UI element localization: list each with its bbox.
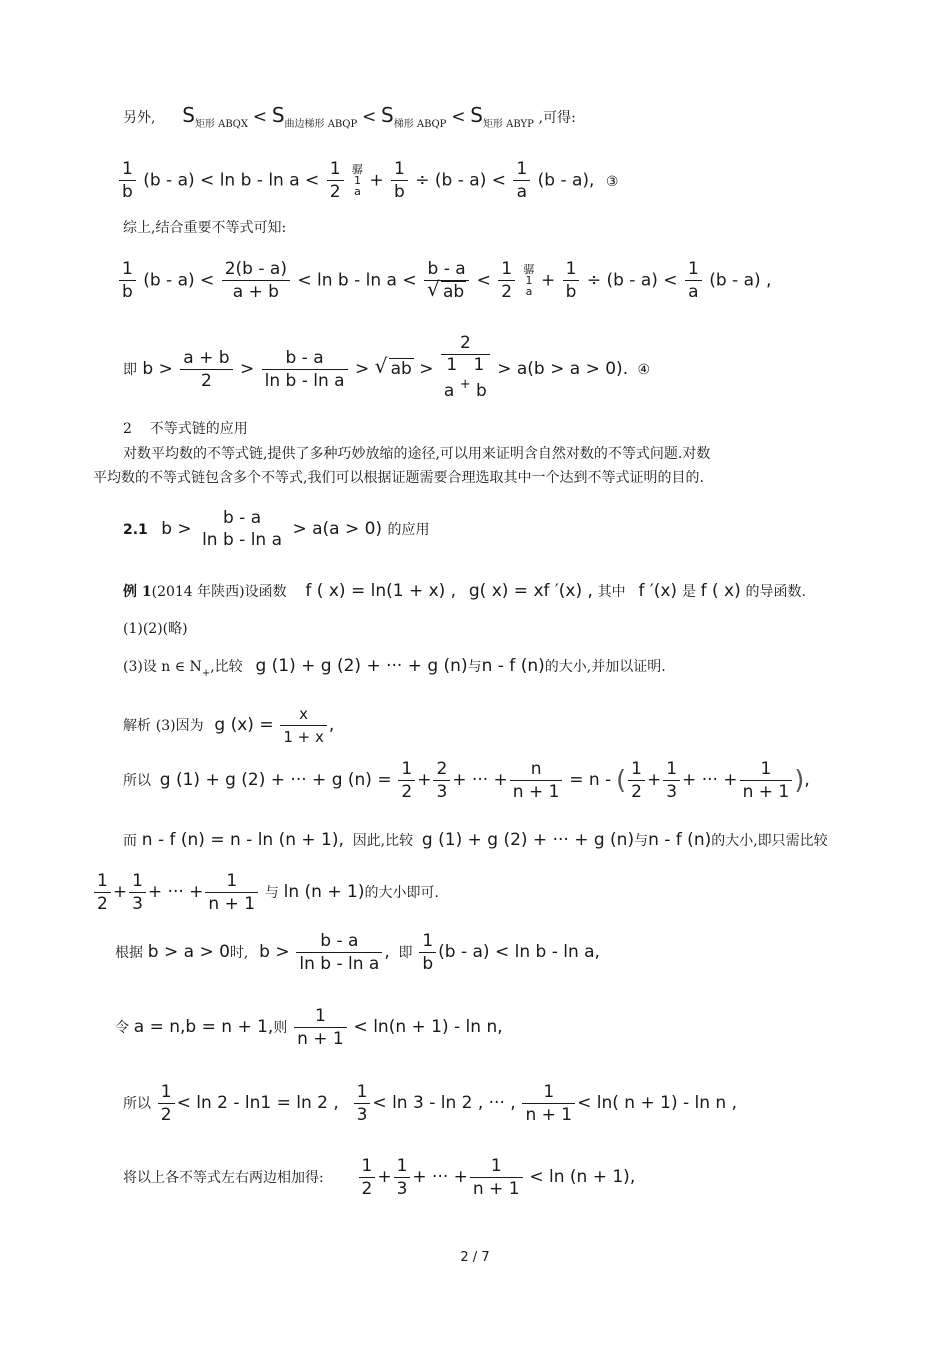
fraction: $\frac{1}{n + 1}$ [522,1081,575,1126]
fraction: $\frac{b - a}{\text{ln b - ln a}}$ [296,930,382,975]
fraction: $\frac{1}{b}$ [119,158,136,203]
solution-line-7: 所以 $\frac{1}{2}$ < ln 2 - ln1 = ln 2 , $\frac{1}{3}$ < ln 3 - ln 2 , ··· , $\frac{1}{n + 1}$ < ln( n + 1) - ln n , [123,1082,738,1125]
fraction: $\frac{1}{n + 1}$ [294,1005,347,1050]
fraction: b - a ln b - ln a [202,508,283,550]
fraction: $\frac{1}{2}$ [498,258,515,303]
garbled-bracket: 骣 1 a [523,263,535,298]
fraction: $\frac{1}{3}$ [354,1081,371,1126]
solution-line-2: 所以 g (1) + g (2) + ··· + g (n) = $\frac{1}{2}$ + $\frac{2}{3}$ + ··· + $\frac{n}{n + 1}$ = n - ( $\frac{1}{2}$ + $\frac{1}{3}$ + ··· + $\frac{1}{n + 1}$ ), [123,759,810,802]
inequality-chain: $\frac{1}{b}$ (b - a) < $\frac{2(b - a)}{a + b}$ < ln b - ln a < b - a √ ab < $\frac{1}{2}$ 骣 1 a + $\frac{1}{b}$ ÷ (b - a) < $\frac{1}{a}$ (b - a) , [117,258,771,303]
page-number: 2 / 7 [460,1250,490,1265]
fraction: $\frac{1}{n + 1}$ [470,1155,523,1200]
example-1: 例 1(2014 年陕西)设函数 f ( x) = ln(1 + x) , g( x) = xf ′(x) , 其中 f ′(x) 是 f ( x) 的导函数. [123,581,806,601]
fraction: $\frac{1}{2}$ [158,1081,175,1126]
fraction: $\frac{1}{b}$ [563,258,580,303]
fraction: $\frac{1}{n + 1}$ [740,758,793,803]
inequality-4: 即 b > $\frac{a + b}{2}$ > $\frac{b - a}{\text{ln b - ln a}}$ > √ ab > 2 1 1 a + b > a(b > a > 0). ④ [123,332,650,401]
fraction: $\frac{1}{3}$ [663,758,680,803]
harmonic-fraction: 2 1 1 a + b [441,332,490,401]
fraction: b - a √ ab [424,258,469,303]
solution-line-8: 将以上各不等式左右两边相加得: $\frac{1}{2}$ + $\frac{1}{3}$ + ··· + $\frac{1}{n + 1}$ < ln (n + 1), [123,1156,636,1199]
solution-line-5: 根据 b > a > 0时, b > $\frac{b - a}{\text{ln b - ln a}}$ , 即 $\frac{1}{b}$ (b - a) < ln b - ln a, [115,931,600,974]
fraction: $\frac{1}{n + 1}$ [205,870,258,915]
example-part-3: (3)设 n ∈ $N_+$,比较 g (1) + g (2) + ··· + g (n)与n - f (n)的大小,并加以证明. [123,656,666,679]
summary-text: 综上,结合重要不等式可知: [123,220,287,236]
fraction: $\frac{n}{n + 1}$ [510,758,563,803]
fraction: $\frac{1}{2}$ [327,158,344,203]
fraction: $\frac{b - a}{\text{ln b - ln a}}$ [262,347,348,392]
area-comparison-line: 另外, $S_{矩形 ABQX} < S_{曲边梯形 ABQP} < S_{梯形 ABQP} < S_{矩形 ABYP}$ ,可得: [123,103,576,130]
fraction: $\frac{2}{3}$ [433,758,450,803]
fraction: $\frac{2(b - a)}{a + b}$ [222,258,290,303]
fraction: $\frac{1}{3}$ [394,1155,411,1200]
solution-line-6: 令 a = n,b = n + 1,则 $\frac{1}{n + 1}$ < ln(n + 1) - ln n, [115,1006,503,1049]
fraction: $\frac{1}{3}$ [129,870,146,915]
fraction: $\frac{a + b}{2}$ [180,347,232,392]
fraction: $\frac{1}{2}$ [628,758,645,803]
paragraph: 平均数的不等式链包含多个不等式,我们可以根据证题需要合理选取其中一个达到不等式证明的目的. [93,470,704,486]
example-parts: (1)(2)(略) [123,621,188,637]
solution-line-3: 而 n - f (n) = n - ln (n + 1), 因此,比较 g (1) + g (2) + ··· + g (n)与n - f (n)的大小,即只需比较 [123,830,828,850]
fraction: $\frac{x}{1 + x}$ [280,703,327,748]
fraction: $\frac{1}{2}$ [398,758,415,803]
fraction: $\frac{1}{2}$ [94,870,111,915]
section-heading: 2 不等式链的应用 [123,421,248,437]
fraction: $\frac{1}{b}$ [391,158,408,203]
fraction: $\frac{1}{b}$ [119,258,136,303]
solution-line-1: 解析 (3)因为 g (x) = $\frac{x}{1 + x}$ , [123,705,335,746]
inequality-3: $\frac{1}{b}$ (b - a) < ln b - ln a < $\frac{1}{2}$ 骣 1 a + $\frac{1}{b}$ ÷ (b - a) < $\frac{1}{a}$ (b - a), ③ [117,158,618,203]
garbled-bracket: 骣 1 a [351,163,363,198]
sqrt-ab: √ ab [389,358,414,379]
fraction: $\frac{1}{2}$ [359,1155,376,1200]
paragraph: 对数平均数的不等式链,提供了多种巧妙放缩的途径,可以用来证明含自然对数的不等式问题.对数 [123,446,711,462]
subsection-heading: 2.1 b > b - a ln b - ln a > a(a > 0) 的应用 [123,508,430,550]
fraction: $\frac{1}{a}$ [513,158,530,203]
solution-line-4: $\frac{1}{2}$ + $\frac{1}{3}$ + ··· + $\frac{1}{n + 1}$ 与 ln (n + 1)的大小即可. [92,870,439,915]
fraction: $\frac{1}{a}$ [685,258,702,303]
fraction: $\frac{1}{b}$ [419,930,436,975]
